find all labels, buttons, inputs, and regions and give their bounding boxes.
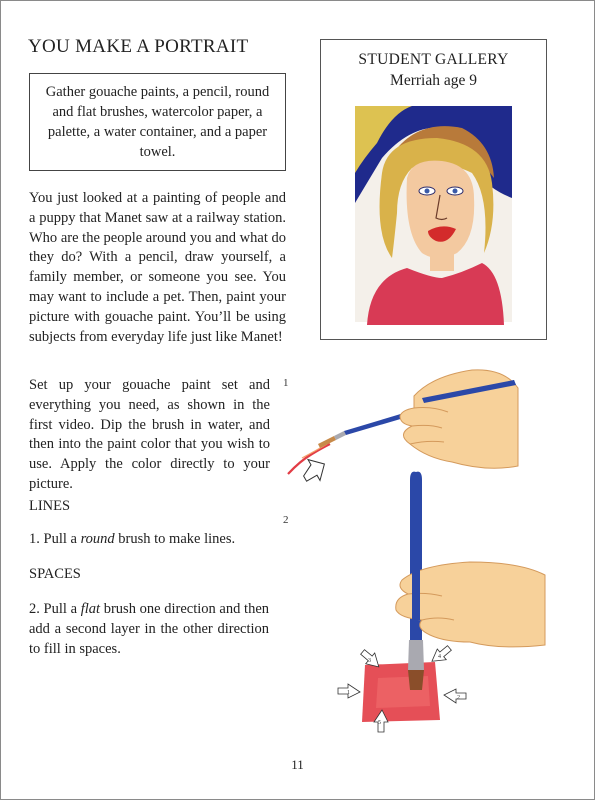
step-2-text bbox=[29, 600, 269, 659]
page-title: YOU MAKE A PORTRAIT bbox=[28, 36, 249, 57]
painting-face bbox=[407, 161, 475, 258]
step-1-suffix: brush to make lines. bbox=[114, 531, 236, 547]
intro-paragraph: You just looked at a painting of people and a puppy that Manet saw at a railway station. Who are the people around you and what do they do? With a pencil, draw yourself, a family member, or someone you see. You may want to include a pet. Then, paint your picture with gouache paint. You’ll be using subjects from everyday life just like Manet! bbox=[29, 190, 286, 345]
flat-brush-handle-over-hand bbox=[412, 570, 420, 620]
arrow-3-label: 3 bbox=[368, 658, 371, 664]
supplies-box bbox=[29, 73, 286, 171]
spaces-heading: SPACES bbox=[29, 566, 81, 582]
figure-2-flat-brush-illustration bbox=[330, 470, 550, 740]
page-number: 11 bbox=[291, 757, 304, 772]
brush-ferrule bbox=[334, 431, 346, 440]
supplies-text: Gather gouache paints, a pencil, round and flat brushes, watercolor paper, a palette, a water container, and a paper towel. bbox=[45, 84, 270, 160]
direction-arrow-icon bbox=[298, 454, 331, 487]
painting-neck bbox=[430, 253, 454, 271]
lines-heading: LINES bbox=[29, 498, 71, 514]
setup-paragraph: Set up your gouache paint set and everything you need, as shown in the first video. Dip the brush in water, and then into the paint color that you wish to use. Apply the color directly to your picture. bbox=[29, 377, 270, 492]
step-1-emphasis: round bbox=[80, 531, 115, 547]
painting-right-pupil bbox=[453, 189, 458, 194]
arrow-2-label: 2 bbox=[457, 695, 460, 701]
student-portrait-painting bbox=[352, 103, 515, 325]
step-2-prefix: 2. Pull a bbox=[29, 601, 81, 617]
step-1-prefix: 1. Pull a bbox=[29, 531, 81, 547]
step-2-emphasis: flat bbox=[80, 601, 101, 617]
flat-brush-ferrule bbox=[408, 640, 424, 670]
flat-brush-bristles bbox=[408, 670, 424, 690]
step-1-text bbox=[29, 531, 235, 548]
arrow-2-icon bbox=[444, 689, 466, 703]
figure-2-number: 2 bbox=[283, 514, 289, 526]
arrow-1-label: 1 bbox=[347, 690, 350, 696]
step-2-suffix: brush one direction and then add a second layer in the other direction to fill in spaces. bbox=[29, 601, 269, 657]
figure-1-number: 1 bbox=[283, 377, 289, 389]
painting-left-pupil bbox=[425, 189, 430, 194]
arrow-1-icon bbox=[338, 684, 360, 698]
arrow-4-label: 4 bbox=[438, 654, 441, 660]
gallery-title: STUDENT GALLERY bbox=[358, 51, 509, 68]
gallery-subtitle: Merriah age 9 bbox=[390, 72, 477, 89]
arrow-5-label: 5 bbox=[378, 720, 381, 726]
